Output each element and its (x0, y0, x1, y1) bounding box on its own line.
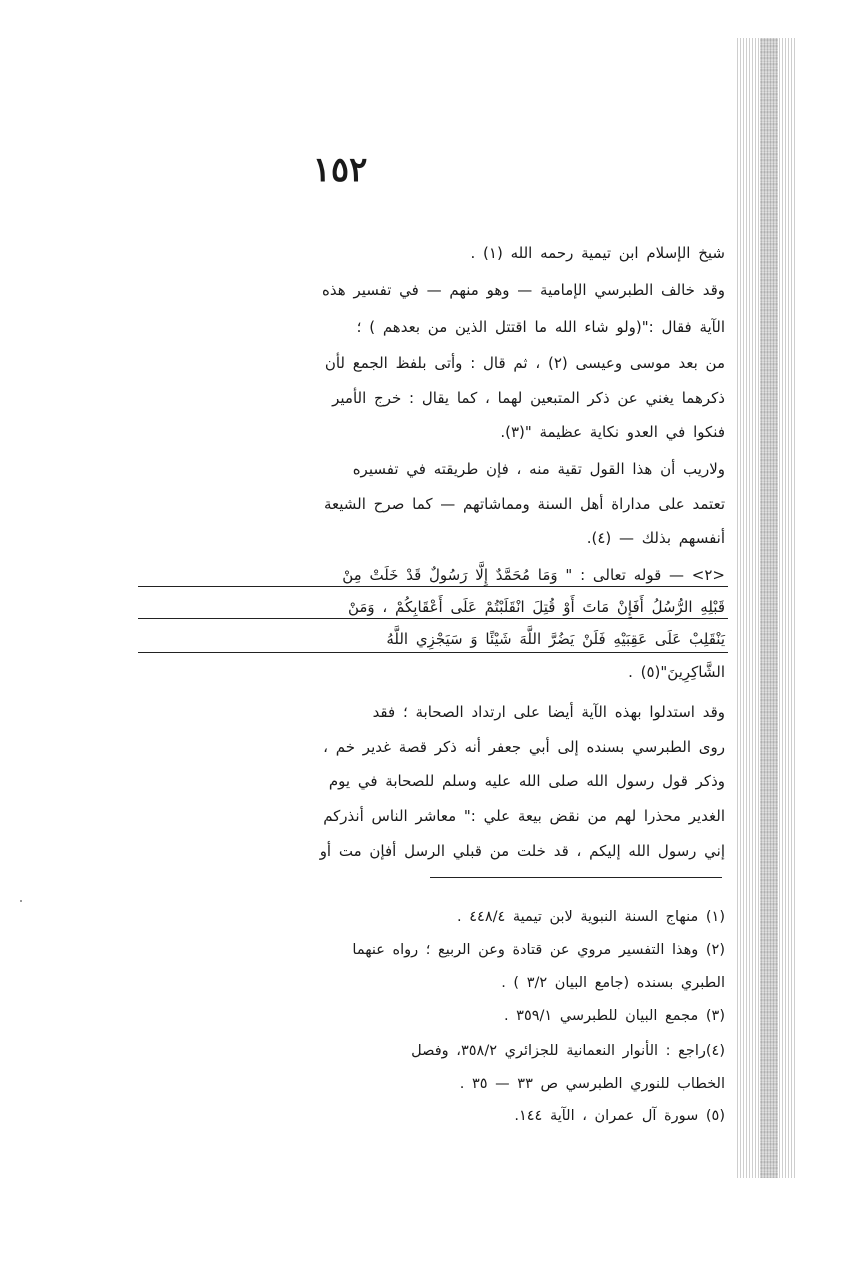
page-number: ١٥٢ (312, 150, 368, 190)
body-line: أنفسهم بذلك — (٤). (586, 529, 725, 547)
body-line: روى الطبرسي بسنده إلى أبي جعفر أنه ذكر قصة غدير خم ، (323, 738, 725, 756)
body-line: الآية فقال :"(ولو شاء الله ما اقتتل الذين من بعدهم ) ؛ (356, 318, 725, 336)
scan-binding-shadow (760, 38, 778, 1178)
body-line: وذكر قول رسول الله صلى الله عليه وسلم للصحابة في يوم (328, 772, 725, 790)
body-line: الغدير محذرا لهم من نقض بيعة علي :" معاشر الناس أنذركم (323, 807, 725, 825)
body-line: وقد خالف الطبرسي الإمامية — وهو منهم — في تفسير هذه (322, 281, 725, 299)
body-line: شيخ الإسلام ابن تيمية رحمه الله (١) . (470, 244, 725, 262)
footnote: (٣) مجمع البيان للطبرسي ٣٥٩/١ . (503, 1008, 725, 1024)
footnote-separator (430, 877, 722, 878)
body-line: من بعد موسى وعيسى (٢) ، ثم قال : وأتى بلفظ الجمع لأن (324, 354, 725, 372)
footnote: الطبري بسنده (جامع البيان ٣/٢ ) . (501, 975, 725, 991)
verse-line: الشَّاكِرِينَ"(٥) . (628, 663, 725, 681)
footnote: (٥) سورة آل عمران ، الآية ١٤٤. (514, 1108, 725, 1124)
body-line: إني رسول الله إليكم ، قد خلت من قبلي الرسل أفإن مت أو (319, 842, 725, 860)
body-line: فنكوا في العدو نكاية عظيمة "(٣). (500, 423, 725, 441)
scan-speck (20, 900, 22, 902)
verse-line: <٢> — قوله تعالى : " وَمَا مُحَمَّدٌ إِلَّا رَسُولٌ قَدْ خَلَتْ مِنْ (342, 566, 725, 584)
verse-underline (138, 586, 728, 587)
verse-line: يَنْقَلِبْ عَلَى عَقِبَيْهِ فَلَنْ يَضُرَّ اللَّهَ شَيْئًا وَ سَيَجْزِي اللَّهُ (386, 630, 725, 648)
body-line: ولاريب أن هذا القول تقية منه ، فإن طريقته في تفسيره (352, 460, 725, 478)
footnote: (١) منهاج السنة النبوية لابن تيمية ٤٤٨/٤ . (457, 909, 725, 925)
body-line: تعتمد على مداراة أهل السنة ومماشاتهم — كما صرح الشيعة (323, 495, 725, 513)
footnote: (٢) وهذا التفسير مروي عن قتادة وعن الربيع ؛ رواه عنهما (352, 942, 725, 958)
footnote: الخطاب للنوري الطبرسي ص ٣٣ — ٣٥ . (459, 1076, 725, 1092)
verse-line: قَبْلِهِ الرُّسُلُ أَفَإِنْ مَاتَ أَوْ قُتِلَ انْقَلَبْتُمْ عَلَى أَعْقَابِكُمْ ، وَمَنْ (347, 598, 725, 616)
verse-underline (138, 652, 728, 653)
verse-underline (138, 618, 728, 619)
body-line: ذكرهما يغني عن ذكر المتبعين لهما ، كما يقال : خرج الأمير (332, 389, 725, 407)
footnote: (٤)راجع : الأنوار النعمانية للجزائري ٣٥٨/٢، وفصل (411, 1043, 725, 1059)
body-line: وقد استدلوا بهذه الآية أيضا على ارتداد الصحابة ؛ فقد (372, 703, 725, 721)
